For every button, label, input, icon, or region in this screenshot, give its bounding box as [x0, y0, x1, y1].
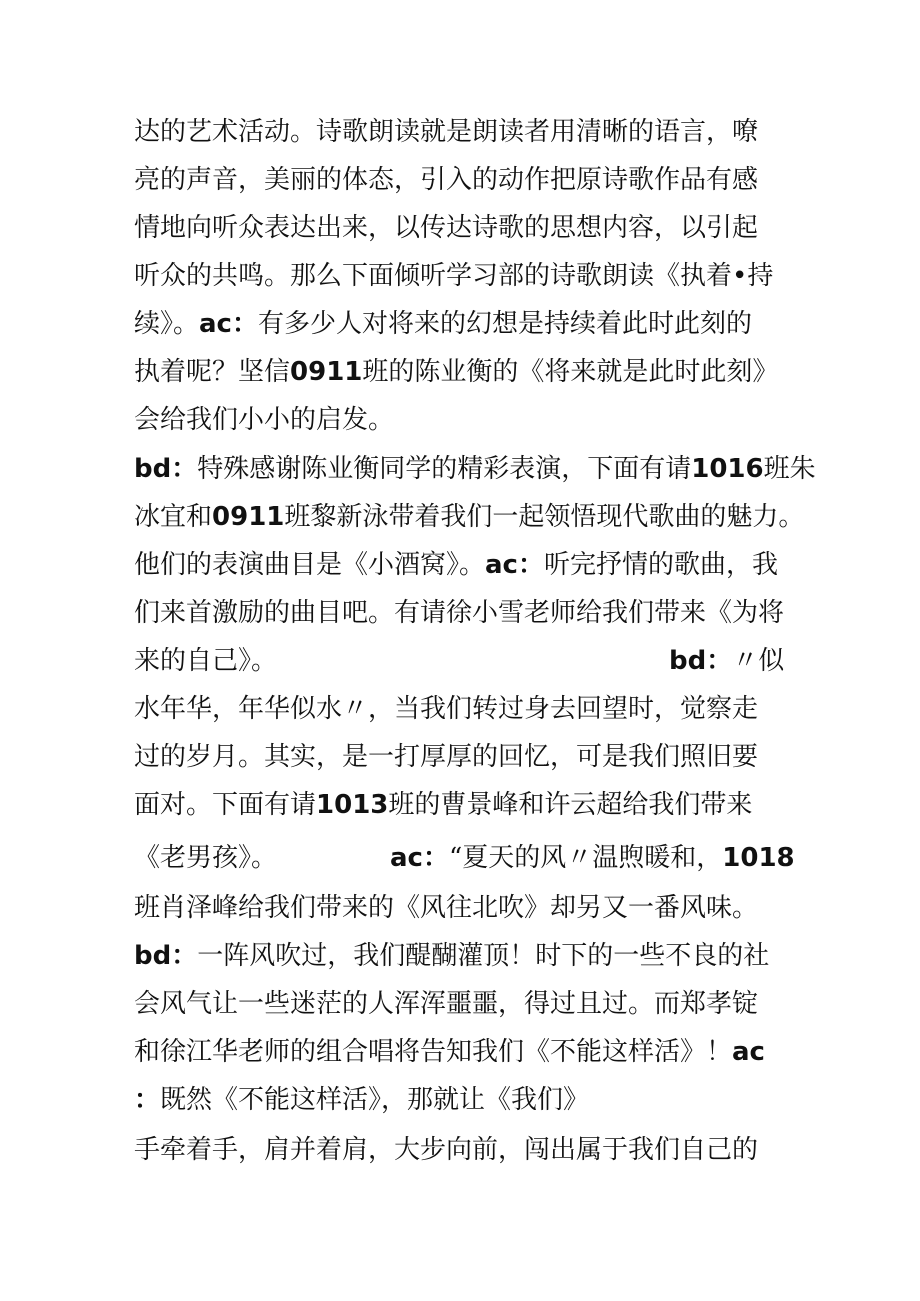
- text-segment: 冰宜和: [134, 502, 213, 532]
- text-line-1: [134, 112, 758, 152]
- text-line-18: [134, 936, 769, 976]
- text-segment: 《老男孩》。: [134, 843, 278, 873]
- text-line-15: [134, 785, 752, 825]
- text-segment: 过的岁月。其实，是一打厚厚的回忆，可是我们照旧要: [134, 742, 759, 772]
- text-line-2: [134, 160, 758, 200]
- text-line-13: [134, 689, 758, 729]
- text-line-21: [134, 1080, 589, 1120]
- right-segment: [669, 641, 784, 681]
- text-segment: 既然《不能这样活》，那就让《我们》: [160, 1085, 590, 1115]
- text-segment: 班朱: [763, 454, 816, 484]
- text-segment: 特殊感谢陈业衡同学的精彩表演，下面有请: [197, 454, 692, 484]
- text-line-3: [134, 208, 758, 248]
- text-line-19: [134, 984, 758, 1024]
- text-line-9: [134, 497, 804, 537]
- text-segment: 们来首激励的曲目吧。有请徐小雪老师给我们带来《为将: [134, 598, 785, 628]
- text-segment: 手牵着手，肩并着肩，大步向前，闯出属于我们自己的: [134, 1135, 759, 1165]
- text-segment: 班肖泽峰给我们带来的《风往北吹》却另又一番风味。: [134, 893, 759, 923]
- speaker-label: bd：: [669, 646, 733, 676]
- text-segment: 面对。下面有请: [134, 790, 317, 820]
- class-number: 1016: [691, 454, 764, 484]
- speaker-label: ac：: [390, 843, 449, 873]
- class-number: 1013: [316, 790, 389, 820]
- speaker-label: bd：: [134, 454, 198, 484]
- text-segment: 续》。: [134, 309, 200, 339]
- text-segment: 一阵风吹过，我们醍醐灌顶！时下的一些不良的社: [197, 941, 770, 971]
- text-line-6: [134, 352, 778, 392]
- text-segment: 和徐江华老师的组合唱将告知我们《不能这样活》！: [134, 1037, 733, 1067]
- text-segment: 班的曹景峰和许云超给我们带来: [388, 790, 753, 820]
- speaker-label: bd：: [134, 941, 198, 971]
- class-number: 0911: [212, 502, 285, 532]
- text-segment: 执着呢？坚信: [134, 357, 291, 387]
- text-segment: 有多少人对将来的幻想是持续着此时此刻的: [257, 309, 752, 339]
- text-line-12: [134, 641, 784, 681]
- text-segment: 听众的共鸣。那么下面倾听学习部的诗歌朗读《执着•持: [134, 261, 774, 291]
- text-segment: 水年华，年华似水〃，当我们转过身去回望时，觉察走: [134, 694, 759, 724]
- text-line-20: [134, 1032, 765, 1072]
- speaker-label: ac：: [199, 309, 258, 339]
- text-segment: 会给我们小小的启发。: [134, 405, 395, 435]
- text-segment: 来的自己》。: [134, 646, 278, 676]
- text-line-4: [134, 256, 773, 296]
- text-segment: 〃似: [732, 646, 785, 676]
- text-segment: 听完抒情的歌曲，我: [543, 550, 778, 580]
- text-segment: 亮的声音，美丽的体态，引入的动作把原诗歌作品有感: [134, 165, 759, 195]
- text-line-11: [134, 593, 784, 633]
- punctuation: ：: [134, 1085, 161, 1115]
- text-line-10: [134, 545, 778, 585]
- text-segment: 班的陈业衡的《将来就是此时此刻》: [362, 357, 779, 387]
- text-line-17: [134, 888, 758, 928]
- text-line-16: [134, 838, 795, 878]
- right-segment: [390, 838, 795, 878]
- text-segment: 情地向听众表达出来，以传达诗歌的思想内容，以引起: [134, 213, 759, 243]
- text-line-22: [134, 1130, 758, 1170]
- class-number: 0911: [290, 357, 363, 387]
- text-line-7: [134, 400, 394, 440]
- text-segment: 会风气让一些迷茫的人浑浑噩噩，得过且过。而郑孝锭: [134, 989, 759, 1019]
- text-segment: “夏天的风〃温煦暖和，: [448, 843, 723, 873]
- speaker-label: ac: [732, 1037, 765, 1067]
- text-line-5: [134, 304, 752, 344]
- text-segment: 达的艺术活动。诗歌朗读就是朗读者用清晰的语言，嘹: [134, 117, 759, 147]
- text-line-8: [134, 449, 816, 489]
- class-number: 1018: [722, 843, 795, 873]
- speaker-label: ac：: [485, 550, 544, 580]
- text-segment: 班黎新泳带着我们一起领悟现代歌曲的魅力。: [284, 502, 805, 532]
- text-line-14: [134, 737, 758, 777]
- text-segment: 他们的表演曲目是《小酒窝》。: [134, 550, 486, 580]
